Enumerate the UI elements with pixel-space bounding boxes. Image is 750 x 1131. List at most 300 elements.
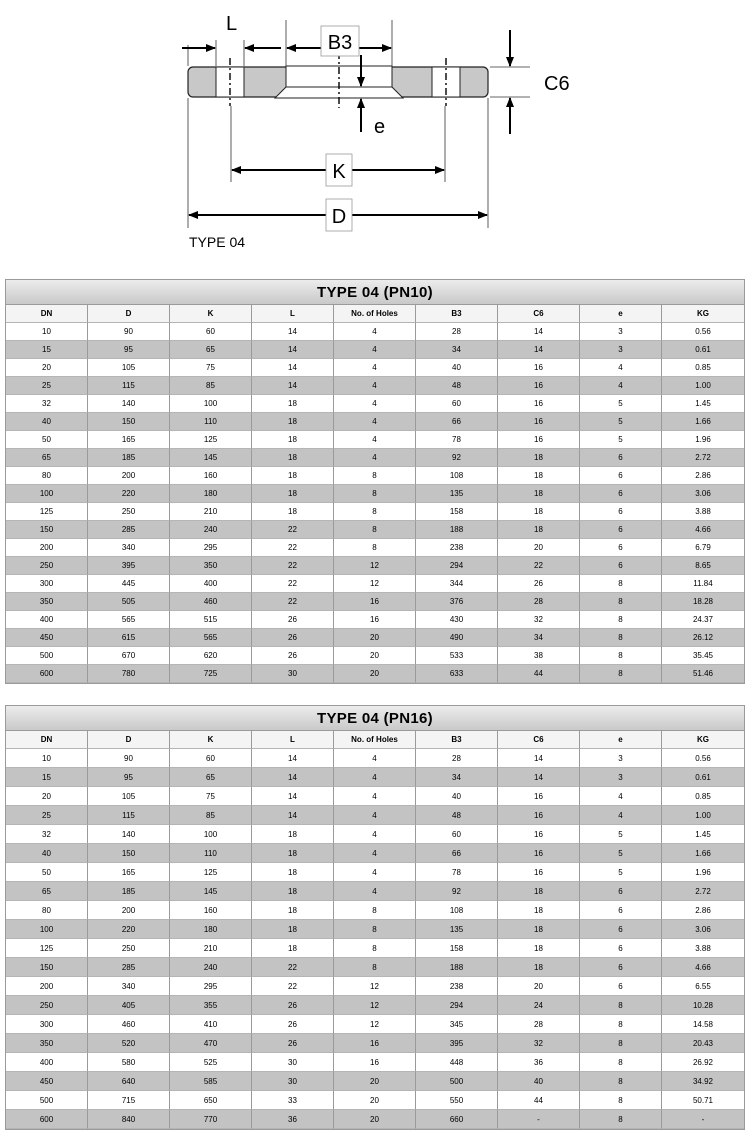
table-cell: 66 [416,844,498,863]
table-cell: 4 [334,431,416,449]
table-cell: 16 [498,413,580,431]
table-cell: 3 [580,323,662,341]
table-cell: 4 [334,806,416,825]
table-cell: 18 [498,901,580,920]
table-cell: 600 [6,665,88,683]
table-row [6,341,744,359]
table-cell: 8 [580,593,662,611]
table-cell: 14 [252,806,334,825]
table-cell: 395 [416,1034,498,1053]
table-cell: 3 [580,341,662,359]
table-cell: 490 [416,629,498,647]
table-cell: 4 [334,825,416,844]
table-row [6,503,744,521]
table-cell: 660 [416,1110,498,1129]
table-row [6,629,744,647]
table-cell: 565 [88,611,170,629]
table-cell: 8 [334,521,416,539]
table-cell: 5 [580,825,662,844]
table-cell: 5 [580,844,662,863]
table-cell: 18 [252,882,334,901]
table-cell: 6 [580,939,662,958]
table-cell: 6 [580,467,662,485]
table-cell: 51.46 [662,665,744,683]
table-row [6,996,744,1015]
table-cell: 14.58 [662,1015,744,1034]
table-row [6,359,744,377]
table-cell: 85 [170,806,252,825]
table-cell: 670 [88,647,170,665]
table-row [6,1072,744,1091]
table-cell: 78 [416,431,498,449]
table-cell: 20 [6,787,88,806]
table-cell: 14 [252,341,334,359]
table-cell: 180 [170,920,252,939]
table-cell: 14 [252,749,334,768]
table-cell: 24 [498,996,580,1015]
table-cell: 35.45 [662,647,744,665]
table-cell: 4 [334,449,416,467]
table-cell: 4 [580,806,662,825]
table-cell: 75 [170,787,252,806]
table-cell: 20 [334,665,416,683]
table-cell: 26 [252,1015,334,1034]
table-cell: 12 [334,1015,416,1034]
table-cell: 125 [170,863,252,882]
table-cell: 294 [416,557,498,575]
table-cell: 238 [416,977,498,996]
table-cell: 22 [252,977,334,996]
table-cell: 18 [498,882,580,901]
table-cell: 8 [334,901,416,920]
table-row [6,1053,744,1072]
table-cell: 65 [6,449,88,467]
table-cell: 8 [580,996,662,1015]
table-cell: 18 [252,901,334,920]
table-cell: 18 [498,485,580,503]
table-cell: 2.86 [662,467,744,485]
table-cell: 100 [170,825,252,844]
table-cell: 100 [170,395,252,413]
table-body [6,749,744,1129]
table-cell: 18 [252,485,334,503]
table-cell: 565 [170,629,252,647]
table-pn10-container [5,279,745,684]
table-cell: 515 [170,611,252,629]
table-cell: 125 [170,431,252,449]
table-cell: 26 [252,611,334,629]
table-cell: 14 [252,359,334,377]
table-cell: 4 [334,413,416,431]
table-cell: 1.96 [662,431,744,449]
table-cell: 22 [498,557,580,575]
table-cell: 80 [6,467,88,485]
table-cell: 8 [580,1015,662,1034]
table-row [6,647,744,665]
table-cell: 8 [334,920,416,939]
table-cell: 350 [6,1034,88,1053]
table-cell: 36 [498,1053,580,1072]
table-cell: 220 [88,485,170,503]
table-cell: 75 [170,359,252,377]
label-B3: B3 [327,32,353,54]
table-cell: 6 [580,977,662,996]
table-cell: 48 [416,377,498,395]
table-row [6,749,744,768]
table-cell: 150 [6,521,88,539]
table-cell: 725 [170,665,252,683]
table-cell: 200 [6,539,88,557]
table-cell: 160 [170,901,252,920]
table-cell: 580 [88,1053,170,1072]
table-cell: 18 [498,958,580,977]
table-cell: 4.66 [662,521,744,539]
table-cell: 110 [170,413,252,431]
table-cell: 350 [6,593,88,611]
table-row [6,575,744,593]
table-cell: 4 [334,768,416,787]
table-cell: 4 [334,395,416,413]
table-cell: 66 [416,413,498,431]
table-cell: 1.00 [662,806,744,825]
table-cell: 38 [498,647,580,665]
table-cell: 0.85 [662,359,744,377]
table-cell: 22 [252,557,334,575]
column-header: No. of Holes [334,305,416,323]
table-cell: 400 [170,575,252,593]
table-cell: 22 [252,593,334,611]
table-cell: 430 [416,611,498,629]
table-cell: 18 [498,521,580,539]
table-cell: 1.66 [662,844,744,863]
table-cell: 6 [580,485,662,503]
table-cell: 16 [334,1034,416,1053]
table-body [6,323,744,683]
table-cell: 36 [252,1110,334,1129]
table-cell: 500 [416,1072,498,1091]
table-cell: 18 [252,431,334,449]
table-cell: 20 [334,1072,416,1091]
table-cell: 145 [170,882,252,901]
table-cell: 1.00 [662,377,744,395]
table-cell: 2.72 [662,882,744,901]
table-row [6,323,744,341]
table-cell: 30 [252,665,334,683]
table-cell: 44 [498,1091,580,1110]
table-cell: 33 [252,1091,334,1110]
table-cell: 2.72 [662,449,744,467]
table-cell: 6 [580,521,662,539]
table-cell: 180 [170,485,252,503]
table-cell: 92 [416,449,498,467]
table-cell: 22 [252,575,334,593]
table-cell: 20 [334,1091,416,1110]
table-cell: 18 [252,395,334,413]
table-cell: 95 [88,341,170,359]
table-cell: 25 [6,377,88,395]
table-cell: 8 [580,1034,662,1053]
table-cell: 6 [580,958,662,977]
table-cell: 3.06 [662,485,744,503]
table-cell: 376 [416,593,498,611]
table-cell: 8.65 [662,557,744,575]
table-cell: 18 [252,825,334,844]
table-cell: 158 [416,503,498,521]
table-cell: 185 [88,882,170,901]
table-cell: 110 [170,844,252,863]
table-cell: 90 [88,323,170,341]
table-cell: 200 [6,977,88,996]
table-cell: 8 [580,1110,662,1129]
table-row [6,920,744,939]
table-cell: 405 [88,996,170,1015]
table-cell: 620 [170,647,252,665]
table-cell: 65 [170,768,252,787]
table-cell: 28 [498,1015,580,1034]
column-header: KG [662,731,744,749]
table-cell: 188 [416,958,498,977]
table-cell: - [498,1110,580,1129]
header-row [6,731,744,749]
table-cell: 1.96 [662,863,744,882]
table-cell: 16 [498,431,580,449]
table-row [6,557,744,575]
table-cell: 140 [88,825,170,844]
table-cell: 4 [334,844,416,863]
table-cell: 140 [88,395,170,413]
table-cell: 460 [88,1015,170,1034]
table-cell: 150 [6,958,88,977]
table-cell: 92 [416,882,498,901]
table-cell: 26.12 [662,629,744,647]
column-header: KG [662,305,744,323]
table-cell: 44 [498,665,580,683]
table-cell: 840 [88,1110,170,1129]
table-cell: 780 [88,665,170,683]
table-cell: 16 [334,1053,416,1072]
table-cell: 16 [498,377,580,395]
table-row [6,977,744,996]
table-cell: 18 [252,413,334,431]
table-cell: 355 [170,996,252,1015]
table-cell: 26 [252,1034,334,1053]
label-K: K [332,161,346,183]
table-cell: 34 [498,629,580,647]
table-cell: 12 [334,977,416,996]
table-cell: 295 [170,539,252,557]
table-cell: 8 [334,503,416,521]
table-cell: 633 [416,665,498,683]
table-cell: 1.45 [662,395,744,413]
table-cell: 300 [6,575,88,593]
table-cell: 115 [88,806,170,825]
table-cell: 0.56 [662,749,744,768]
table-cell: 210 [170,503,252,521]
table-cell: 22 [252,958,334,977]
table-cell: 250 [6,557,88,575]
table-cell: 8 [580,647,662,665]
table-cell: 18 [252,844,334,863]
table-cell: 505 [88,593,170,611]
table-cell: 450 [6,1072,88,1091]
table-cell: 60 [416,395,498,413]
column-header: B3 [416,305,498,323]
table-cell: 26 [252,647,334,665]
table-cell: 8 [334,539,416,557]
table-cell: 16 [498,395,580,413]
table-row [6,1034,744,1053]
table-row [6,787,744,806]
table-cell: 6.55 [662,977,744,996]
table-row [6,806,744,825]
table-cell: 80 [6,901,88,920]
table-cell: 500 [6,647,88,665]
table-cell: 20 [334,1110,416,1129]
table-cell: 8 [580,611,662,629]
table-cell: 25 [6,806,88,825]
table-cell: 14 [498,323,580,341]
table-cell: 395 [88,557,170,575]
table-row [6,611,744,629]
table-cell: 22 [252,539,334,557]
column-header: e [580,731,662,749]
table-cell: 448 [416,1053,498,1072]
table-cell: 34 [416,768,498,787]
table-cell: 285 [88,521,170,539]
table-title: TYPE 04 (PN16) [6,706,744,731]
table-cell: 294 [416,996,498,1015]
table-cell: 0.61 [662,768,744,787]
table-cell: 10.28 [662,996,744,1015]
column-header: e [580,305,662,323]
table-cell: 8 [334,467,416,485]
table-cell: 34.92 [662,1072,744,1091]
table-cell: 16 [334,611,416,629]
table-cell: 26 [498,575,580,593]
table-cell: 6 [580,539,662,557]
table-cell: 600 [6,1110,88,1129]
header-row [6,305,744,323]
table-cell: 3.06 [662,920,744,939]
table-cell: 445 [88,575,170,593]
column-header: DN [6,305,88,323]
table-cell: 470 [170,1034,252,1053]
table-cell: 18 [252,863,334,882]
table-cell: 18 [252,920,334,939]
table-cell: 60 [170,323,252,341]
table-cell: 125 [6,503,88,521]
table-cell: 350 [170,557,252,575]
table-cell: 26 [252,996,334,1015]
table-row [6,395,744,413]
table-cell: 12 [334,557,416,575]
table-cell: 14 [498,749,580,768]
table-cell: 78 [416,863,498,882]
table-row [6,1015,744,1034]
table-cell: 11.84 [662,575,744,593]
table-cell: 6 [580,882,662,901]
table-cell: 10 [6,323,88,341]
table-row [6,863,744,882]
column-header: K [170,731,252,749]
table-cell: 6 [580,901,662,920]
table-cell: 16 [498,806,580,825]
table-cell: 32 [498,611,580,629]
table-cell: 3 [580,768,662,787]
table-cell: 4 [334,377,416,395]
table-cell: 3 [580,749,662,768]
table-cell: 20.43 [662,1034,744,1053]
table-cell: 40 [6,413,88,431]
table-cell: 4 [334,787,416,806]
table-cell: 3.88 [662,939,744,958]
table-cell: 15 [6,768,88,787]
table-cell: 5 [580,863,662,882]
table-cell: 14 [498,341,580,359]
table-cell: 340 [88,539,170,557]
table-cell: 20 [498,539,580,557]
table-cell: 100 [6,485,88,503]
table-cell: 50.71 [662,1091,744,1110]
table-cell: 15 [6,341,88,359]
table-cell: 40 [498,1072,580,1091]
table-cell: 150 [88,413,170,431]
table-row [6,449,744,467]
table-cell: 8 [580,665,662,683]
table-cell: 450 [6,629,88,647]
table-cell: 50 [6,863,88,882]
table-cell: 14 [252,323,334,341]
table-cell: 18 [498,467,580,485]
table-cell: 520 [88,1034,170,1053]
table-cell: 240 [170,521,252,539]
table-row [6,377,744,395]
table-row [6,467,744,485]
table-cell: 500 [6,1091,88,1110]
table-cell: 14 [252,377,334,395]
table-cell: 14 [252,768,334,787]
column-header: L [252,305,334,323]
table-cell: 3.88 [662,503,744,521]
table-row [6,539,744,557]
table-cell: 0.85 [662,787,744,806]
table-cell: 615 [88,629,170,647]
table-row [6,413,744,431]
table-cell: 14 [498,768,580,787]
table-cell: 145 [170,449,252,467]
table-cell: 20 [334,647,416,665]
table-cell: 30 [252,1072,334,1091]
table-row [6,825,744,844]
column-header: B3 [416,731,498,749]
table-cell: 250 [88,503,170,521]
table-cell: 108 [416,901,498,920]
table-cell: 95 [88,768,170,787]
table-cell: 4.66 [662,958,744,977]
table-cell: 8 [580,1072,662,1091]
table-cell: 40 [416,787,498,806]
table-row [6,485,744,503]
table-cell: 125 [6,939,88,958]
column-header: No. of Holes [334,731,416,749]
table-row [6,593,744,611]
table-row [6,1110,744,1129]
table-cell: 32 [498,1034,580,1053]
table-cell: 533 [416,647,498,665]
table-cell: 8 [334,958,416,977]
table-cell: 285 [88,958,170,977]
table-cell: 40 [6,844,88,863]
